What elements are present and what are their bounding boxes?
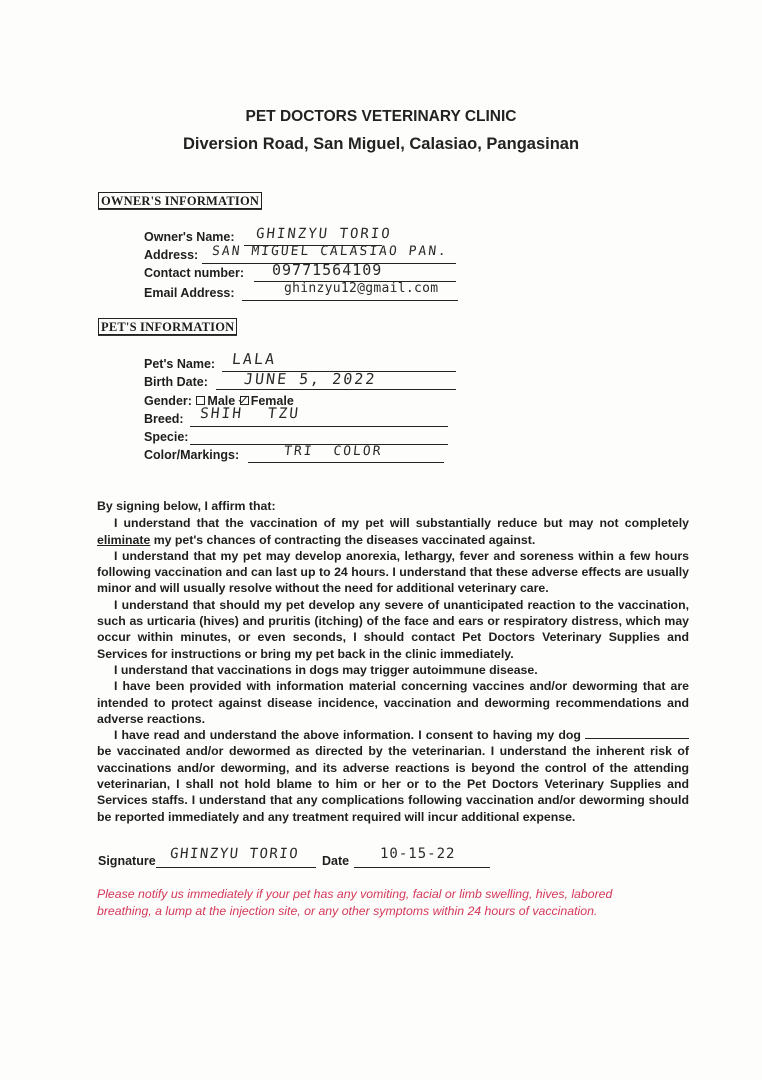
consent-statement (97, 498, 689, 825)
date-value[interactable]: 10-15-22 (380, 846, 456, 862)
color-markings-underline (248, 462, 444, 463)
consent-paragraph-5: I have been provided with information material concerning vaccines and/or deworming that are intended to protect against disease incidence, vaccination and deworming recommendations and adverse reactions. (97, 679, 689, 726)
gender-label: Gender: (144, 394, 192, 408)
breed-underline (190, 426, 448, 427)
section-rule (98, 209, 262, 210)
email-value[interactable]: ghinzyu12@gmail.com (284, 281, 439, 296)
female-checkbox[interactable] (240, 396, 249, 405)
birth-date-value[interactable]: JUNE 5, 2022 (243, 370, 378, 388)
consent-paragraph-4: I understand that vaccinations in dogs may trigger autoimmune disease. (114, 662, 538, 677)
owner-address-value[interactable]: SAN MIGUEL CALASIAO PAN. (211, 244, 449, 259)
consent-intro: By signing below, I affirm that: (97, 499, 276, 513)
post-vaccination-notice: Please notify us immediately if your pet has any vomiting, facial or limb swelling, hives, labored breathing, a lump at the injection site, or any other symptoms within 24 hours of vaccination. (97, 887, 613, 918)
contact-number-label: Contact number: (144, 266, 244, 280)
consent-paragraph-1: I understand that the vaccination of my pet will substantially reduce but may not completely eliminate my pet's chances of contracting the diseases vaccinated against. (97, 516, 689, 547)
consent-paragraph-2: I understand that my pet may develop anorexia, lethargy, fever and soreness within a few hours following vaccination and can last up to 24 hours. I understand that these adverse effects are usually minor and will usually resolve without the need for additional veterinary care. (97, 548, 689, 596)
birth-date-underline (216, 389, 456, 390)
color-markings-label: Color/Markings: (144, 448, 240, 462)
signature-value[interactable]: GHINZYU TORIO (169, 846, 300, 862)
male-checkbox[interactable] (196, 396, 205, 405)
date-label: Date (322, 854, 350, 868)
clinic-address: Diversion Road, San Miguel, Calasiao, Pangasinan (182, 135, 580, 153)
signature-label: Signature (98, 854, 156, 868)
owner-address-label: Address: (144, 248, 199, 262)
specie-label: Specie: (144, 430, 189, 444)
consent-paragraph-6: I have read and understand the above information. I consent to having my dog be vaccinated and/or dewormed as directed by the veterinarian. I understand the inherent risk of vaccinations and/or deworming, and its adverse reactions is beyond the control of the attending veterinarian, I shall not hold blame to him or her or to the Pet Doctors Veterinary Supplies and Services staffs. I understand that any complications following vaccination and/or deworming should be reported immediately and any treatment required will incur additional expense. (97, 728, 689, 824)
male-option-label: Male (207, 394, 236, 408)
contact-number-value[interactable]: 09771564109 (272, 261, 383, 279)
birth-date-label: Birth Date: (144, 375, 208, 389)
signature-underline (156, 867, 316, 868)
email-label: Email Address: (144, 286, 235, 300)
owner-section-title: OWNER'S INFORMATION (98, 192, 262, 209)
breed-label: Breed: (144, 412, 184, 426)
clinic-name: PET DOCTORS VETERINARY CLINIC (245, 108, 517, 125)
section-rule (98, 335, 237, 336)
breed-value[interactable]: SHIH TZU (199, 406, 301, 422)
pet-name-label: Pet's Name: (144, 357, 216, 371)
consent-paragraph-3: I understand that should my pet develop any severe of unanticipated reaction to the vaccination, such as urticaria (hives) and pruritis (itching) of the face and ears or respiratory distress, which may occur within minutes, or even seconds, I should contact Pet Doctors Veterinary Supplies and Services for instructions or bring my pet back in the clinic immediately. (97, 597, 689, 661)
dog-name-blank[interactable] (585, 729, 689, 739)
owner-name-label: Owner's Name: (144, 230, 235, 244)
female-option-label: Female (250, 394, 294, 408)
pet-name-value[interactable]: LALA (231, 350, 278, 368)
color-markings-value[interactable]: TRI COLOR (283, 444, 384, 459)
pet-section-title: PET'S INFORMATION (98, 318, 237, 335)
date-underline (354, 867, 490, 868)
owner-name-value[interactable]: GHINZYU TORIO (255, 226, 393, 242)
email-underline (242, 300, 458, 301)
